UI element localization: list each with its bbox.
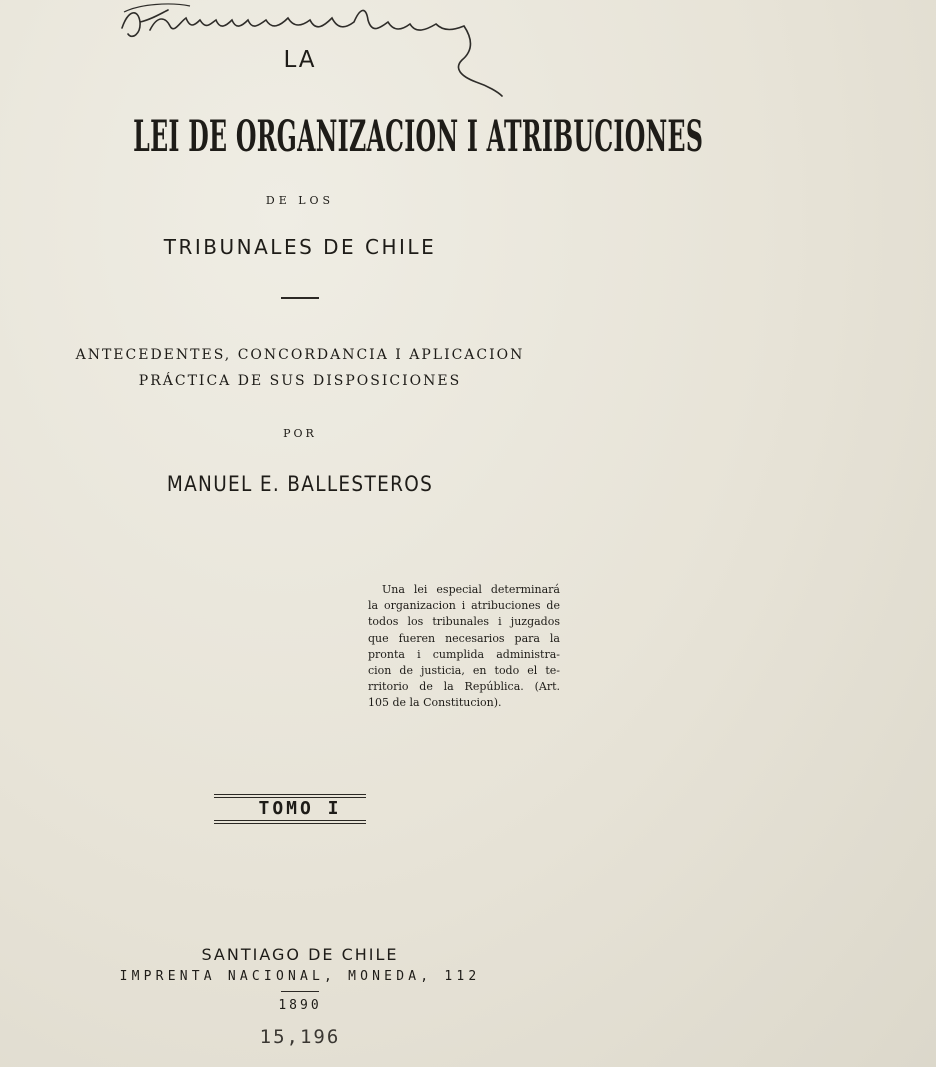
divider-rule bbox=[281, 991, 319, 992]
title-connector: DE LOS bbox=[265, 194, 335, 207]
description-line-2: PRÁCTICA DE SUS DISPOSICIONES bbox=[138, 373, 462, 389]
epigraph-quote bbox=[368, 582, 560, 712]
epigraph-line: la organizacion i atribuciones de bbox=[368, 599, 560, 613]
catalog-stamp: 15,196 bbox=[259, 1026, 341, 1048]
publisher: IMPRENTA NACIONAL, MONEDA, 112 bbox=[119, 969, 481, 984]
by-label: POR bbox=[283, 427, 317, 440]
title-article: LA bbox=[283, 47, 317, 73]
main-title: LEI DE ORGANIZACION I ATRIBUCIONES bbox=[133, 112, 704, 162]
volume-label: TOMO I bbox=[258, 798, 342, 819]
publication-city: SANTIAGO DE CHILE bbox=[201, 945, 399, 964]
author-name: MANUEL E. BALLESTEROS bbox=[166, 472, 434, 496]
epigraph-line: pronta i cumplida administra- bbox=[368, 647, 560, 661]
epigraph-line: cion de justicia, en todo el te- bbox=[368, 664, 560, 678]
publication-year: 1890 bbox=[278, 998, 322, 1013]
epigraph-line: Una lei especial determinará bbox=[382, 583, 560, 596]
epigraph-line: que fueren necesarios para la bbox=[368, 631, 560, 645]
subtitle: TRIBUNALES DE CHILE bbox=[163, 235, 437, 259]
description-line-1: ANTECEDENTES, CONCORDANCIA I APLICACION bbox=[75, 347, 525, 363]
epigraph-line: todos los tribunales i juzgados bbox=[368, 615, 560, 629]
divider-rule bbox=[281, 297, 319, 299]
epigraph-line: rritorio de la República. (Art. bbox=[368, 680, 560, 694]
epigraph-line: 105 de la Constitucion). bbox=[368, 696, 502, 710]
